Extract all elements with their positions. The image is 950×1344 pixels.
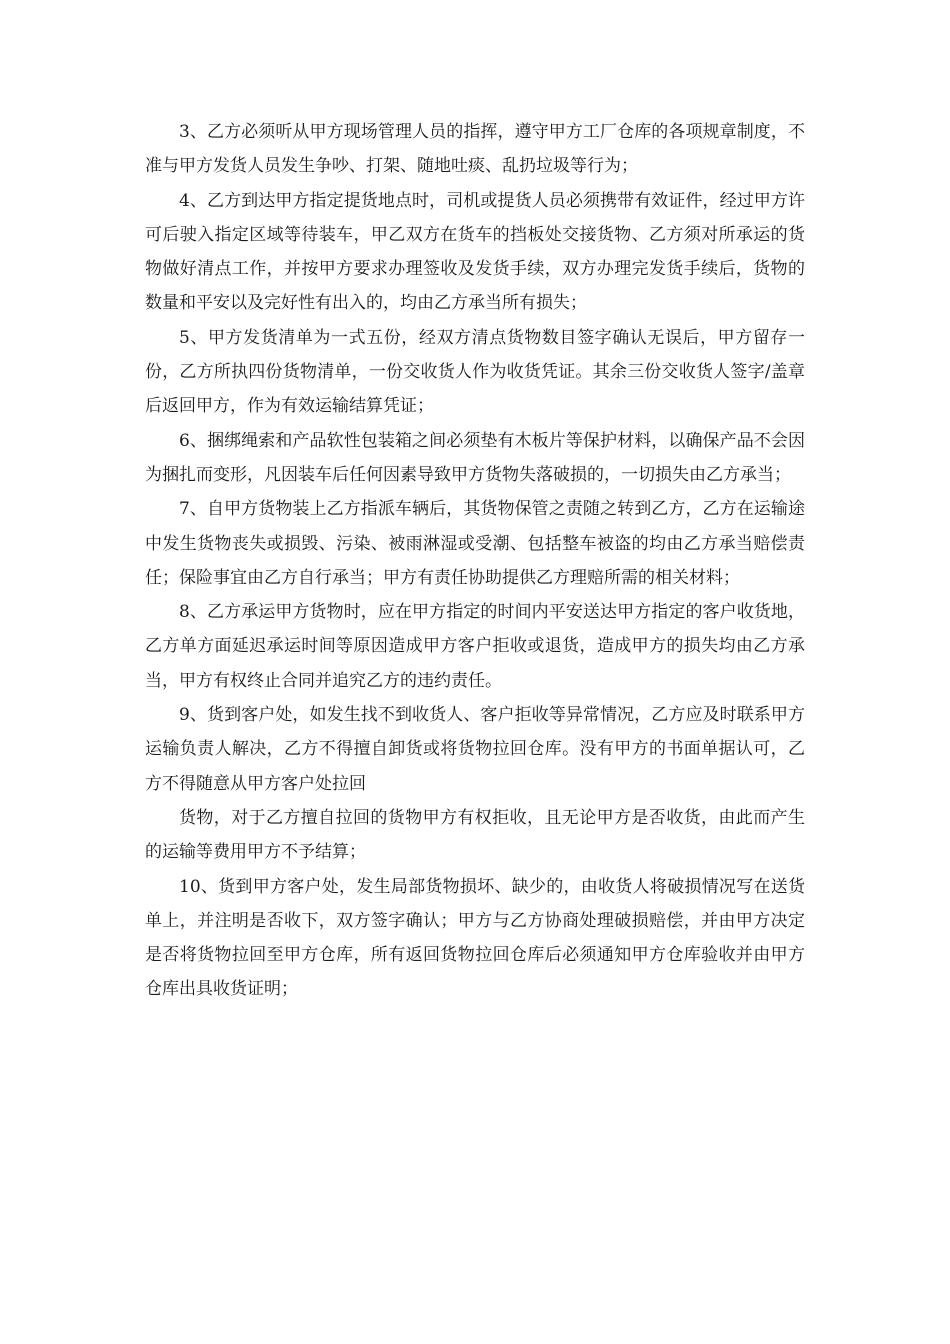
clause-7: 7、自甲方货物装上乙方指派车辆后，其货物保管之责随之转到乙方，乙方在运输途中发生货物丧失或损毁、污染、被雨淋湿或受潮、包括整车被盗的均由乙方承当赔偿责任；保险事宜由乙方自行承当；甲方有责任协助提供乙方理赔所需的相关材料； xyxy=(145,499,805,588)
document-body xyxy=(145,115,805,1007)
clause-10: 10、货到甲方客户处，发生局部货物损坏、缺少的，由收货人将破损情况写在送货单上，并注明是否收下，双方签字确认；甲方与乙方协商处理破损赔偿，并由甲方决定是否将货物拉回至甲方仓库，所有返回货物拉回仓库后必须通知甲方仓库验收并由甲方仓库出具收货证明； xyxy=(145,876,805,1000)
clause-3: 3、乙方必须听从甲方现场管理人员的指挥，遵守甲方工厂仓库的各项规章制度，不准与甲方发货人员发生争吵、打架、随地吐痰、乱扔垃圾等行为； xyxy=(145,122,805,177)
clause-6: 6、捆绑绳索和产品软性包装箱之间必须垫有木板片等保护材料，以确保产品不会因为捆扎而变形，凡因装车后任何因素导致甲方货物失落破损的，一切损失由乙方承当； xyxy=(145,430,805,485)
clause-9: 9、货到客户处，如发生找不到收货人、客户拒收等异常情况，乙方应及时联系甲方运输负责人解决，乙方不得擅自卸货或将货物拉回仓库。没有甲方的书面单据认可，乙方不得随意从甲方客户处拉回 xyxy=(145,705,805,794)
clause-9-continued: 货物，对于乙方擅自拉回的货物甲方有权拒收，且无论甲方是否收货，由此而产生的运输等费用甲方不予结算； xyxy=(145,807,805,863)
clause-5: 5、甲方发货清单为一式五份，经双方清点货物数目签字确认无误后，甲方留存一份，乙方所执四份货物清单，一份交收货人作为收货凭证。其余三份交收货人签字/盖章后返回甲方，作为有效运输结算凭证； xyxy=(145,327,805,417)
clause-8: 8、乙方承运甲方货物时，应在甲方指定的时间内平安送达甲方指定的客户收货地，乙方单方面延迟承运时间等原因造成甲方客户拒收或退货，造成甲方的损失均由乙方承当，甲方有权终止合同并追究乙方的违约责任。 xyxy=(145,602,805,691)
clause-4: 4、乙方到达甲方指定提货地点时，司机或提货人员必须携带有效证件，经过甲方许可后驶入指定区域等待装车，甲乙双方在货车的挡板处交接货物、乙方须对所承运的货物做好清点工作，并按甲方要求办理签收及发货手续，双方办理完发货手续后，货物的数量和平安以及完好性有出入的，均由乙方承当所有损失； xyxy=(145,190,805,314)
